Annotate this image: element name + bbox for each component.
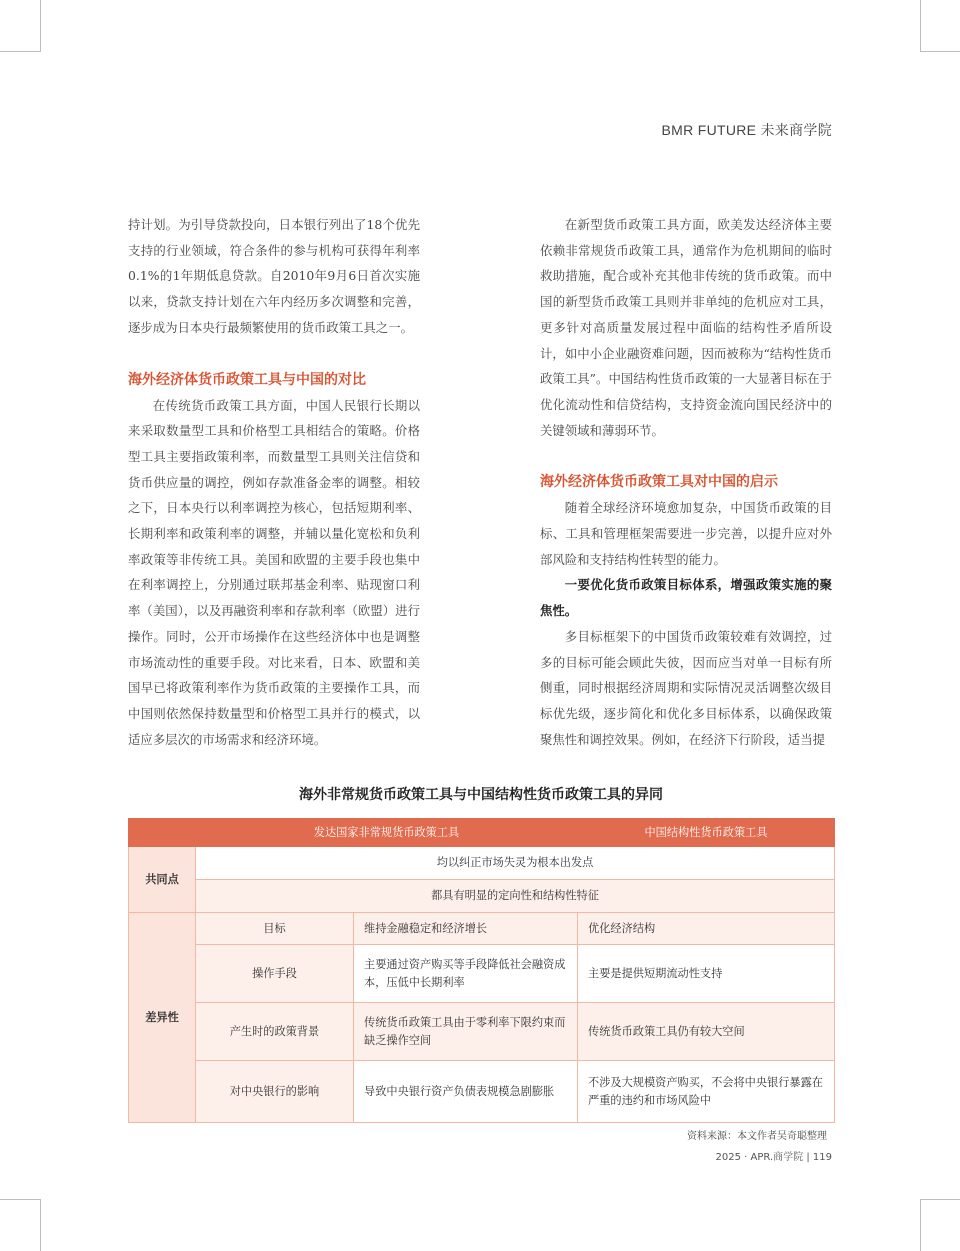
table-row [129, 1003, 835, 1061]
bold-lead-paragraph: 一要优化货币政策目标体系，增强政策实施的聚焦性。 [540, 577, 832, 619]
aspect-cell: 目标 [196, 913, 354, 945]
developed-cell: 主要通过资产购买等手段降低社会融资成本，压低中长期利率 [354, 945, 578, 1003]
table-row [129, 945, 835, 1003]
crop-mark [920, 51, 960, 52]
crop-mark [920, 1199, 921, 1251]
table-source: 资料来源：本文作者吴奇聪整理 [687, 1131, 827, 1142]
paragraph: 在传统货币政策工具方面，中国人民银行长期以来采取数量型工具和价格型工具相结合的策略。价格型工具主要指政策利率，而数量型工具则关注信贷和货币供应量的调控，例如存款准备金率的调整。相较之下，日本央行以利率调控为核心，包括短期利率、长期利率和政策利率的调整，并辅以量化宽松和负利率政策等非传统工具。美国和欧盟的主要手段也集中在利率调控上，分别通过联邦基金利率、贴现窗口利率（美国），以及再融资利率和存款利率（欧盟）进行操作。同时，公开市场操作在这些经济体中也是调整市场流动性的重要手段。对比来看，日本、欧盟和美国早已将政策利率作为货币政策的主要操作工具，而中国则依然保持数量型和价格型工具并行的模式，以适应多层次的市场需求和经济环境。 [128, 397, 420, 747]
aspect-cell: 产生时的政策背景 [196, 1003, 354, 1061]
table-header-row [129, 819, 835, 847]
common-point-2: 都具有明显的定向性和结构性特征 [196, 880, 835, 913]
table-row [129, 1061, 835, 1123]
aspect-cell: 操作手段 [196, 945, 354, 1003]
header-developed: 发达国家非常规货币政策工具 [196, 819, 578, 847]
right-column [540, 212, 832, 752]
header-blank-cell [129, 819, 196, 847]
paragraph: 多目标框架下的中国货币政策较难有效调控，过多的目标可能会顾此失彼，因而应当对单一目标有所侧重，同时根据经济周期和实际情况灵活调整次级目标优先级，逐步简化和优化多目标体系，以确保政策聚焦性和调控效果。例如，在经济下行阶段，适当提 [540, 628, 832, 747]
china-cell: 不涉及大规模资产购买，不会将中央银行暴露在严重的违约和市场风险中 [578, 1061, 835, 1123]
crop-mark [0, 1199, 41, 1200]
crop-mark [920, 0, 921, 52]
comparison-table [128, 818, 835, 1123]
developed-cell: 传统货币政策工具由于零利率下限约束而缺乏操作空间 [354, 1003, 578, 1061]
table-title: 海外非常规货币政策工具与中国结构性货币政策工具的异同 [299, 787, 663, 803]
crop-mark [40, 1199, 41, 1251]
page-footer: 2025 · APR.商学院 | 119 [715, 1152, 832, 1163]
table-row [129, 880, 835, 913]
common-point-1: 均以纠正市场失灵为根本出发点 [196, 847, 835, 880]
header-brand: BMR FUTURE 未来商学院 [661, 122, 832, 138]
developed-cell: 维持金融稳定和经济增长 [354, 913, 578, 945]
crop-mark [920, 1199, 960, 1200]
section-heading: 海外经济体货币政策工具对中国的启示 [540, 474, 778, 491]
china-cell: 传统货币政策工具仍有较大空间 [578, 1003, 835, 1061]
table-row [129, 913, 835, 945]
left-column [128, 212, 420, 752]
diff-label: 差异性 [129, 913, 196, 1123]
developed-cell: 导致中央银行资产负债表规模急剧膨胀 [354, 1061, 578, 1123]
crop-mark [40, 0, 41, 52]
header-china: 中国结构性货币政策工具 [578, 819, 835, 847]
common-label: 共同点 [129, 847, 196, 913]
table-row [129, 847, 835, 880]
section-heading: 海外经济体货币政策工具与中国的对比 [128, 371, 366, 388]
china-cell: 主要是提供短期流动性支持 [578, 945, 835, 1003]
aspect-cell: 对中央银行的影响 [196, 1061, 354, 1123]
crop-mark [0, 51, 41, 52]
paragraph: 随着全球经济环境愈加复杂，中国货币政策的目标、工具和管理框架需要进一步完善，以提升应对外部风险和支持结构性转型的能力。 [540, 500, 832, 567]
paragraph: 持计划。为引导贷款投向，日本银行列出了18个优先支持的行业领域，符合条件的参与机构可获得年利率0.1%的1年期低息贷款。自2010年9月6日首次实施以来，贷款支持计划在六年内经历多次调整和完善，逐步成为日本央行最频繁使用的货币政策工具之一。 [128, 217, 420, 335]
paragraph: 在新型货币政策工具方面，欧美发达经济体主要依赖非常规货币政策工具，通常作为危机期间的临时救助措施，配合或补充其他非传统的货币政策。而中国的新型货币政策工具则并非单纯的危机应对工具，更多针对高质量发展过程中面临的结构性矛盾所设计，如中小企业融资难问题，因而被称为“结构性货币政策工具”。中国结构性货币政策的一大显著目标在于优化流动性和信贷结构，支持资金流向国民经济中的关键领域和薄弱环节。 [540, 217, 832, 438]
china-cell: 优化经济结构 [578, 913, 835, 945]
